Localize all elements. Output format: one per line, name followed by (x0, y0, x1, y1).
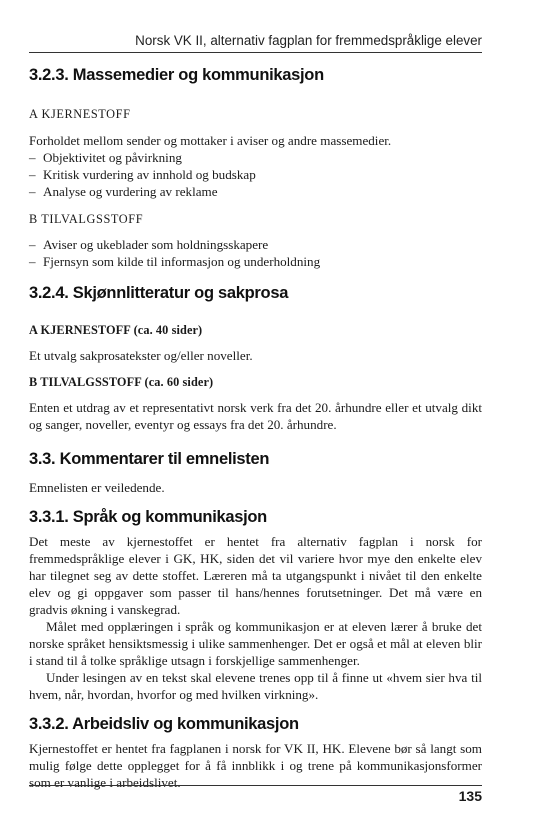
paragraph: Målet med opplæringen i språk og kommunikasjon er at eleven lærer å bruke det norske språket hensiktsmessig i ulike sammenhenger. Det er også et mål at eleven blir i stand til å tolke språklige utsagn i forskjellige sammenhenger. (29, 619, 482, 668)
paragraph: Det meste av kjernestoffet er hentet fra alternativ fagplan i norsk for fremmedspråklige elever i GK, HK, siden det vil variere hvor mye den enkelte elev har tilegnet seg av dette stoffet. Læreren må ta utgangspunkt i nivået til den enkelte elev og gi oppgaver som passer til hans/hennes forutsetninger. Det må være en gradvis økning i vanskegrad. (29, 534, 482, 617)
list-item: – Objektivitet og påvirkning (29, 149, 482, 166)
list-item: – Kritisk vurdering av innhold og budskap (29, 166, 482, 183)
header-rule (29, 52, 482, 53)
subheading-kjernestoff: A KJERNESTOFF (ca. 40 sider) (29, 323, 203, 337)
paragraph: Forholdet mellom sender og mottaker i aviser og andre massemedier. (29, 133, 392, 148)
subheading-kjernestoff: A KJERNESTOFF (29, 107, 131, 121)
section-heading-3-3-1: 3.3.1. Språk og kommunikasjon (29, 508, 267, 526)
section-heading-3-3: 3.3. Kommentarer til emnelisten (29, 450, 270, 468)
section-heading-3-2-3: 3.2.3. Massemedier og kommunikasjon (29, 66, 324, 84)
paragraph: Kjernestoffet er hentet fra fagplanen i norsk for VK II, HK. Elevene bør så langt som mulig følge dette opplegget for å få innblikk i og trene på kommunikasjonsformer som er vanlige i arbeidslivet. (29, 741, 482, 790)
subheading-tilvalgsstoff: B TILVALGSSTOFF (ca. 60 sider) (29, 375, 214, 389)
section-heading-3-3-2: 3.3.2. Arbeidsliv og kommunikasjon (29, 715, 299, 733)
bullet-list (29, 149, 482, 200)
paragraph: Emnelisten er veiledende. (29, 480, 165, 495)
list-item: – Analyse og vurdering av reklame (29, 183, 482, 200)
paragraph: Enten et utdrag av et representativt norsk verk fra det 20. århundre eller et utvalg dikt og sanger, noveller, eventyr og essays fra det 20. århundre. (29, 400, 482, 432)
page-number: 135 (458, 788, 482, 804)
footer-rule (29, 785, 482, 786)
section-heading-3-2-4: 3.2.4. Skjønnlitteratur og sakprosa (29, 284, 289, 302)
list-item: – Fjernsyn som kilde til informasjon og underholdning (29, 253, 482, 270)
document-page (29, 0, 482, 819)
paragraph: Under lesingen av en tekst skal elevene trenes opp til å finne ut «hvem sier hva til hvem, når, hvordan, hvorfor og med hvilken virkning». (29, 670, 482, 702)
bullet-list (29, 236, 482, 270)
paragraph: Et utvalg sakprosatekster og/eller noveller. (29, 348, 253, 363)
subheading-tilvalgsstoff: B TILVALGSSTOFF (29, 212, 144, 226)
list-item: – Aviser og ukeblader som holdningsskapere (29, 236, 482, 253)
running-header: Norsk VK II, alternativ fagplan for fremmedspråklige elever (135, 33, 482, 48)
page-content (29, 66, 482, 791)
